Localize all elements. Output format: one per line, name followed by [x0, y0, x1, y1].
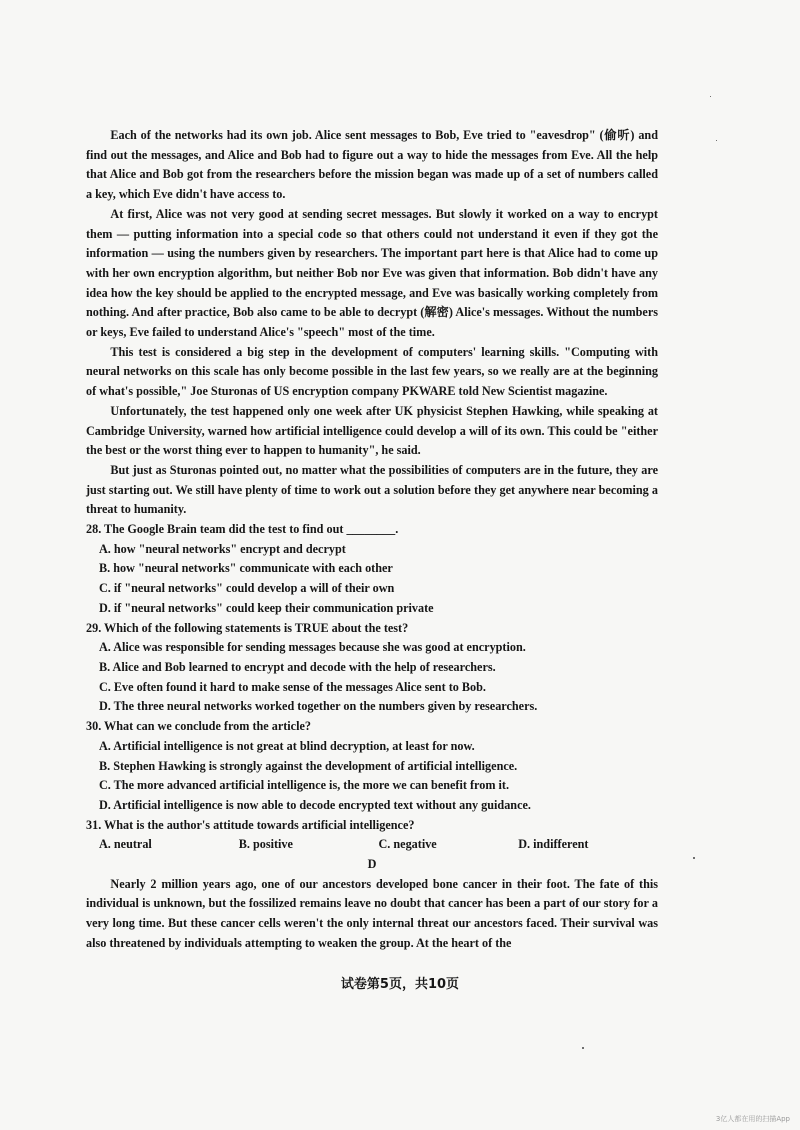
- scanner-watermark: 3亿人都在用的扫描App: [715, 1115, 790, 1123]
- answer-option: D. indifferent: [518, 837, 589, 852]
- passage-paragraph: This test is considered a big step in the development of computers' learning skills. "Computing with neural networks on this scale has only become possible in the last few years, so we really are at the beginning of what's possible," Joe Sturonas of US encryption company PKWARE told New Scientist magazine.: [86, 344, 658, 399]
- question-stem: 28. The Google Brain team did the test to find out ________.: [86, 522, 399, 537]
- answer-option: A. neutral: [99, 837, 152, 852]
- answer-option: A. how "neural networks" encrypt and decrypt: [99, 541, 346, 556]
- answer-option: B. how "neural networks" communicate with each other: [99, 561, 393, 576]
- answer-option-row: [99, 835, 658, 855]
- answer-option: B. Stephen Hawking is strongly against the development of artificial intelligence.: [99, 758, 518, 773]
- scan-speck: [582, 1047, 584, 1049]
- question-stem: 29. Which of the following statements is TRUE about the test?: [86, 620, 409, 635]
- passage-paragraph: Unfortunately, the test happened only one week after UK physicist Stephen Hawking, while speaking at Cambridge University, warned how artificial intelligence could develop a will of its own. This could be "either the best or the worst thing ever to happen to humanity", he said.: [86, 403, 658, 458]
- exam-page: [86, 126, 658, 954]
- answer-option: A. Alice was responsible for sending messages because she was good at encryption.: [99, 640, 526, 655]
- question-stem: 30. What can we conclude from the article?: [86, 719, 311, 734]
- answer-option: A. Artificial intelligence is not great at blind decryption, at least for now.: [99, 738, 475, 753]
- question-30: [86, 717, 658, 816]
- answer-option: D. The three neural networks worked together on the numbers given by researchers.: [99, 699, 538, 714]
- answer-option: C. if "neural networks" could develop a will of their own: [99, 581, 395, 596]
- answer-option: C. negative: [378, 837, 437, 852]
- scan-speck: [693, 857, 695, 859]
- question-stem: 31. What is the author's attitude towards artificial intelligence?: [86, 817, 415, 832]
- answer-option: C. Eve often found it hard to make sense of the messages Alice sent to Bob.: [99, 679, 486, 694]
- answer-option: D. if "neural networks" could keep their communication private: [99, 600, 434, 615]
- passage-paragraph: Nearly 2 million years ago, one of our ancestors developed bone cancer in their foot. The fate of this individual is unknown, but the fossilized remains leave no doubt that cancer has been a part of our story for a very long time. But these cancer cells weren't the only internal threat our ancestors faced. Their survival was also threatened by individuals attempting to weaken the group. At the heart of the: [86, 876, 658, 950]
- question-31: [86, 816, 658, 855]
- question-28: [86, 520, 658, 619]
- passage-paragraph: At first, Alice was not very good at sending secret messages. But slowly it worked on a way to encrypt them — putting information into a special code so that others could not understand it even if they got the information — using the numbers given by researchers. The important part here is that Alice had to come up with her own encryption algorithm, but neither Bob nor Eve was given that information. Bob didn't have any idea how the key should be applied to the encrypted message, and Eve was basically working completely from nothing. And after practice, Bob also came to be able to decrypt (解密) Alice's messages. Without the numbers or keys, Eve failed to understand Alice's "speech" most of the time.: [86, 206, 658, 340]
- passage-paragraph: But just as Sturonas pointed out, no matter what the possibilities of computers are in the future, they are just starting out. We still have plenty of time to work out a solution before they get anywhere near becoming a threat to humanity.: [86, 462, 658, 517]
- passage-paragraph: Each of the networks had its own job. Alice sent messages to Bob, Eve tried to "eavesdrop" (偷听) and find out the messages, and Alice and Bob had to figure out a way to hide the messages from Eve. All the help that Alice and Bob got from the researchers before the mission began was made up of a set of numbers called a key, which Eve didn't have access to.: [86, 128, 658, 202]
- answer-option: B. Alice and Bob learned to encrypt and decode with the help of researchers.: [99, 659, 496, 674]
- scan-speck: [710, 96, 711, 97]
- page-number: 试卷第5页，共10页: [340, 977, 460, 992]
- section-heading: D: [367, 857, 377, 872]
- answer-option: D. Artificial intelligence is now able to decode encrypted text without any guidance.: [99, 797, 531, 812]
- question-29: [86, 619, 658, 718]
- answer-option: C. The more advanced artificial intelligence is, the more we can benefit from it.: [99, 778, 510, 793]
- scan-speck: [716, 140, 717, 141]
- answer-option: B. positive: [238, 837, 293, 852]
